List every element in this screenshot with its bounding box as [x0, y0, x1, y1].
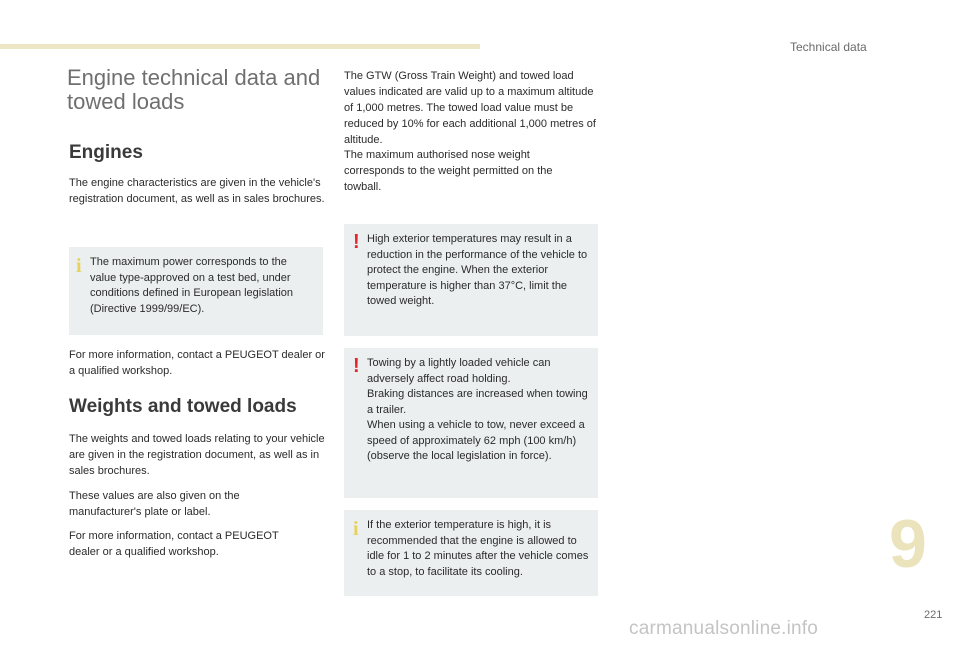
info-icon: i: [353, 518, 359, 540]
gtw-paragraph: The GTW (Gross Train Weight) and towed load values indicated are valid up to a maximum altitude of 1,000 metres. The towed load value must be reduced by 10% for each additional 1,000 metres of altitude.: [344, 70, 596, 146]
section-label: Technical data: [790, 40, 867, 54]
engines-paragraph-2: For more information, contact a PEUGEOT dealer or a qualified workshop.: [69, 349, 325, 377]
weights-paragraph-2: These values are also given on the manufacturer's plate or label.: [69, 490, 240, 518]
warning-note-towing-text: Towing by a lightly loaded vehicle can adversely affect road holding. Braking distances are increased when towing a trailer. When using a vehicle to tow, never exceed a speed of approximately 62 mph (100 km/h) (observe the local legislation in force).: [367, 357, 588, 462]
watermark: carmanualsonline.info: [629, 618, 819, 639]
info-note-text: The maximum power corresponds to the value type-approved on a test bed, under conditions defined in European legislation (Directive 1999/99/EC).: [90, 256, 294, 315]
weights-paragraph-1: The weights and towed loads relating to your vehicle are given in the registration document, as well as in sales brochures.: [69, 433, 325, 477]
info-note-max-power: [69, 247, 323, 335]
engines-heading: Engines: [69, 142, 143, 163]
warning-note-towing: [344, 348, 598, 498]
page-number: 221: [924, 609, 943, 621]
info-note-cooling: [344, 510, 598, 596]
info-icon: i: [76, 255, 82, 277]
info-note-cooling-text: If the exterior temperature is high, it is recommended that the engine is allowed to idle for 1 to 2 minutes after the vehicle comes to a stop, to facilitate its cooling.: [367, 519, 589, 578]
warning-note-temperature-text: High exterior temperatures may result in a reduction in the performance of the vehicle to protect the engine. When the exterior temperature is higher than 37°C, limit the towed weight.: [367, 233, 588, 307]
warning-icon: !: [353, 355, 360, 377]
chapter-number: 9: [889, 506, 927, 582]
engines-paragraph-1: The engine characteristics are given in the vehicle's registration document, as well as in sales brochures.: [69, 177, 325, 205]
header-accent-bar: [0, 44, 480, 49]
page-title: Engine technical data and towed loads: [67, 65, 321, 114]
nose-weight-paragraph: The maximum authorised nose weight corresponds to the weight permitted on the towball.: [344, 149, 553, 193]
weights-heading: Weights and towed loads: [69, 396, 297, 417]
warning-icon: !: [353, 231, 360, 253]
weights-paragraph-3: For more information, contact a PEUGEOT dealer or a qualified workshop.: [69, 530, 279, 558]
warning-note-temperature: [344, 224, 598, 336]
